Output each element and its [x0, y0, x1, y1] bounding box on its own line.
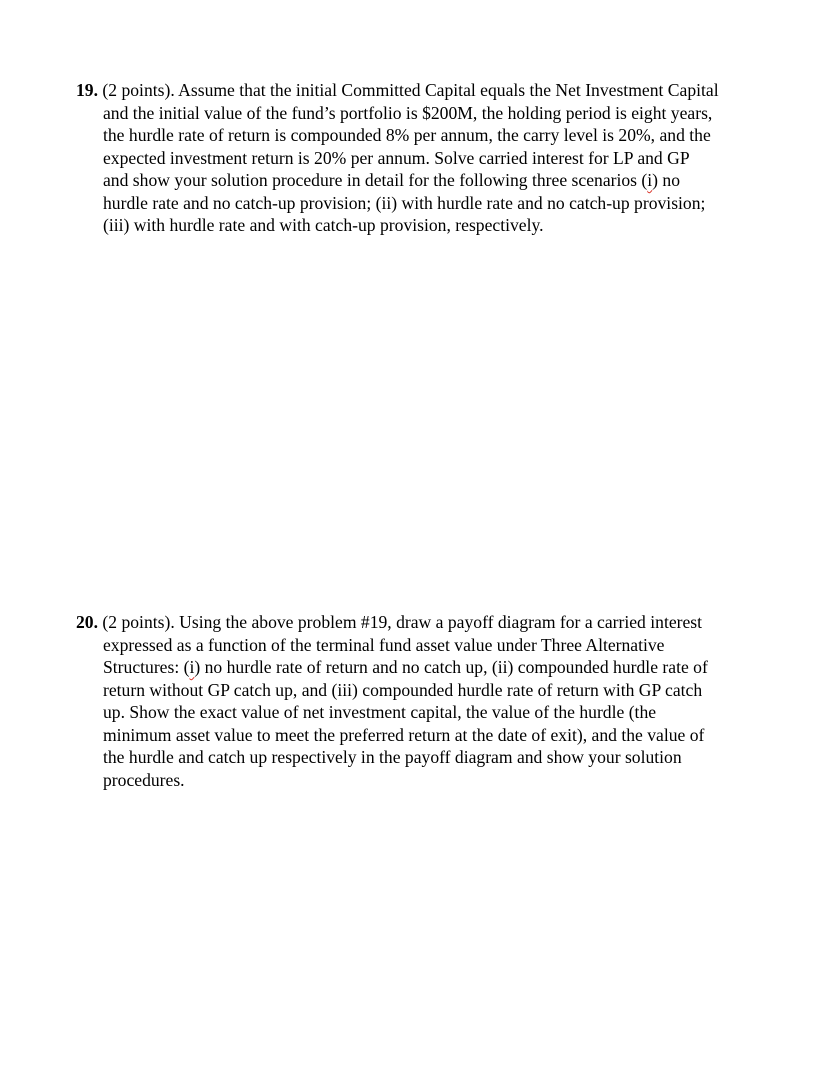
question-line: up. Show the exact value of net investment capital, the value of the hurdle (the	[103, 702, 657, 722]
question-20	[76, 611, 776, 791]
question-line: expected investment return is 20% per annum. Solve carried interest for LP and GP	[103, 147, 690, 168]
question-line: return without GP catch up, and (iii) compounded hurdle rate of return with GP catch	[103, 679, 703, 700]
question-line	[76, 656, 776, 679]
question-points: (2 points).	[102, 80, 175, 100]
question-line: the hurdle and catch up respectively in the payoff diagram and show your solution	[103, 747, 682, 767]
spellcheck-marked-word: i	[189, 657, 195, 677]
question-number: 20.	[76, 612, 98, 632]
spellcheck-marked-word: i	[647, 170, 653, 190]
question-text: Assume that the initial Committed Capital equals the Net Investment Capital	[178, 80, 719, 100]
question-line: (iii) with hurdle rate and with catch-up provision, respectively.	[103, 215, 544, 235]
question-line	[76, 79, 776, 102]
question-line	[76, 169, 776, 192]
question-text: and show your solution procedure in detail for the following three scenarios (	[103, 170, 648, 190]
question-text: Using the above problem #19, draw a payoff diagram for a carried interest	[179, 612, 703, 632]
question-line: minimum asset value to meet the preferred return at the date of exit), and the value of	[103, 724, 705, 745]
question-line	[76, 611, 776, 634]
question-points: (2 points).	[102, 612, 175, 632]
question-line: and the initial value of the fund’s portfolio is $200M, the holding period is eight years,	[103, 102, 713, 123]
question-line: procedures.	[103, 769, 185, 790]
question-line: hurdle rate and no catch-up provision; (ii) with hurdle rate and no catch-up provision;	[103, 192, 706, 213]
question-text: Structures: (	[103, 657, 190, 677]
question-19	[76, 79, 776, 237]
question-text: ) no hurdle rate of return and no catch up, (ii) compounded hurdle rate of	[194, 657, 708, 677]
question-line: the hurdle rate of return is compounded 8% per annum, the carry level is 20%, and the	[103, 125, 711, 145]
question-text: ) no	[652, 170, 681, 190]
question-number: 19.	[76, 80, 98, 100]
question-line: expressed as a function of the terminal fund asset value under Three Alternative	[103, 634, 665, 655]
